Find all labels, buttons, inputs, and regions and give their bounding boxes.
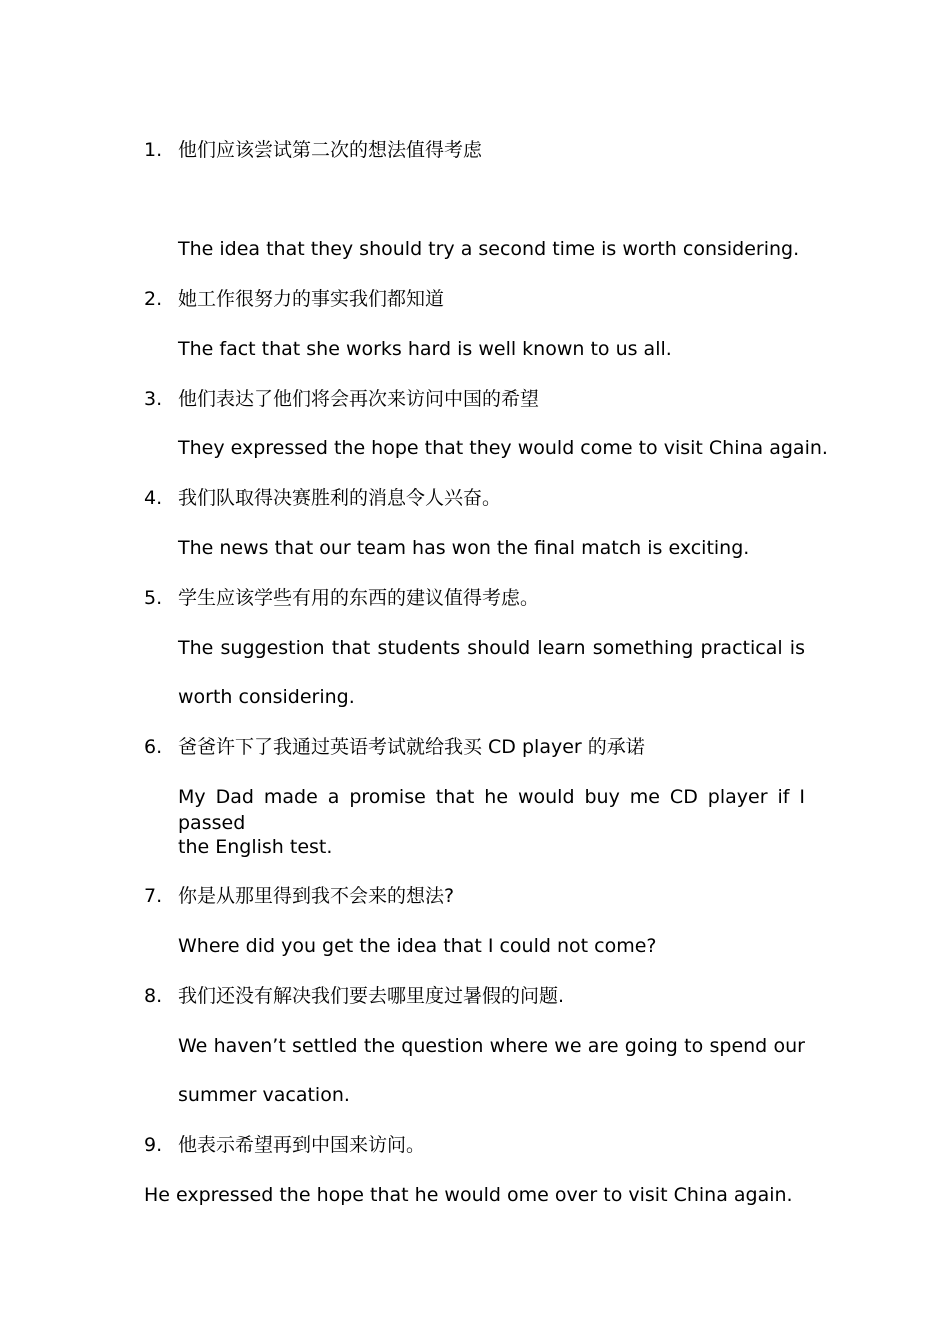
item-number: 2.: [144, 288, 163, 310]
english-translation-continued: worth considering.: [178, 686, 355, 708]
item-number: 9.: [144, 1134, 163, 1156]
english-translation: The news that our team has won the final match is exciting.: [178, 537, 750, 559]
chinese-sentence: 爸爸许下了我通过英语考试就给我买 CD player 的承诺: [178, 736, 645, 758]
english-translation: Where did you get the idea that I could not come?: [178, 935, 657, 957]
chinese-sentence: 他们应该尝试第二次的想法值得考虑: [178, 139, 483, 161]
english-translation-continued: the English test.: [178, 836, 333, 858]
item-number: 7.: [144, 885, 163, 907]
chinese-sentence: 他表示希望再到中国来访问。: [178, 1134, 426, 1156]
english-translation: We haven’t settled the question where we are going to spend our: [178, 1035, 805, 1057]
chinese-sentence: 学生应该学些有用的东西的建议值得考虑。: [178, 587, 540, 609]
english-translation: They expressed the hope that they would come to visit China again.: [178, 437, 828, 459]
item-number: 4.: [144, 487, 163, 509]
english-translation: My Dad made a promise that he would buy me CD player if I passed: [178, 786, 805, 834]
item-number: 8.: [144, 985, 163, 1007]
english-translation: The fact that she works hard is well known to us all.: [178, 338, 672, 360]
chinese-sentence: 他们表达了他们将会再次来访问中国的希望: [178, 388, 540, 410]
english-translation: The suggestion that students should learn something practical is: [178, 637, 805, 659]
chinese-sentence: 她工作很努力的事实我们都知道: [178, 288, 445, 310]
item-number: 6.: [144, 736, 163, 758]
chinese-sentence: 我们队取得决赛胜利的消息令人兴奋。: [178, 487, 502, 509]
english-translation-continued: summer vacation.: [178, 1084, 350, 1106]
item-number: 5.: [144, 587, 163, 609]
chinese-sentence: 我们还没有解决我们要去哪里度过暑假的问题.: [178, 985, 565, 1007]
english-translation: The idea that they should try a second time is worth considering.: [178, 238, 800, 260]
chinese-sentence: 你是从那里得到我不会来的想法?: [178, 885, 455, 907]
english-translation: He expressed the hope that he would ome over to visit China again.: [144, 1184, 793, 1206]
item-number: 3.: [144, 388, 163, 410]
item-number: 1.: [144, 139, 163, 161]
